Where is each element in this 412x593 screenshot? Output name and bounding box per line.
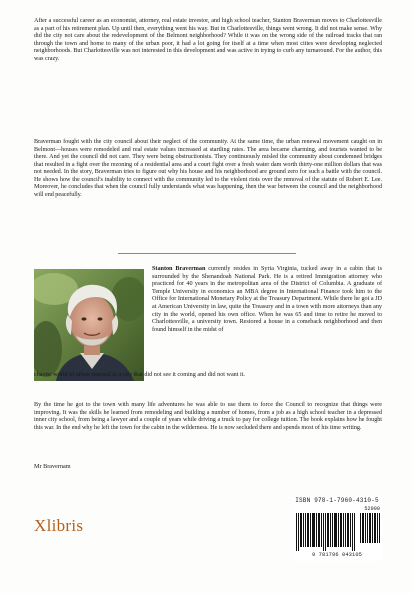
author-bio-text: currently resides in Syria Virginia, tucked away in a cabin that is surrounded by the Shenandoah National Park. He is a retired Immigration attorney who practiced for 40 years in the metropolitan area of the District of Columbia. A graduate of Temple University in economics an MBA degree in International Finance took him to the Office for International Monetary Policy at the Treasury Department. While there he got a JD at American University in law, quite the Treasury and in a town with more attorneys than any city in the world, opened his own office. When he was 65 and time to retire he moved to Charlottesville, a university town. Restored a house in a comeback neighborhood and then found himself in the midst of [152, 266, 382, 333]
barcode-graphic [296, 513, 356, 551]
price-code: 52999 [364, 506, 380, 512]
author-bio-continued: chaotic world of urban renewal in a city that did not see it coming and did not want it. [34, 372, 245, 378]
publisher-logo: Xlibris [34, 516, 84, 535]
price-barcode-graphic [360, 513, 380, 543]
author-name: Stanton Braverman [152, 266, 206, 272]
synopsis-paragraph-2: Braverman fought with the city council about their neglect of the community. At the same time, the urban renewal movement caught on in Belmont—houses were remodeled and real estate values increased at startling rates. The area became charming, and tourists wanted to be there. And yet the council did not care. They were being obstructionists. They continuously misled the community about condemned bridges that resulted in a fight over the rezoning of a residential area and a court fight over a fresh water dam worth thirty-one million dollars that was not needed. In the story, Braverman tries to figure out why his house and his neighborhood are ground zero for such a battle with the council. He shows how the council's inability to connect with the community led to the violent riots over the removal of the statute of Robert E. Lee. Moreover, he concludes that when the council fully understands what was happening, then the war between the council and the neighborhood will end peacefully. [34, 139, 382, 198]
closing-paragraph: By the time he got to the town with many life adventures he was able to use them to force the Council to recognize that things were improving. It was the skills he learned from remodeling and building a number of homes, from a job as a high school teacher in a depressed inner city school, from being a lawyer and a couple of years while driving a truck to pay for college tuition. The book explains how he fought this war. In the end why he left the town for the cabin in the wilderness. He is now secluded there and spends most of his time writing. [34, 402, 382, 431]
isbn-barcode [292, 497, 382, 561]
isbn-label: ISBN 978-1-7960-4310-5 [295, 497, 379, 504]
author-photo [34, 269, 144, 381]
barcode-digits: 9 781796 043105 [311, 552, 363, 558]
synopsis-paragraph-1: After a successful career as an economist, attorney, real estate investor, and high school teacher, Stanton Braverman moves to Charlottesville as a part of his retirement plan. Up until then, everything went his way. But in Charlottesville, things went wrong. It did not make sense. Why did the city not care about the redevelopment of the Belmont neighborhood? While it was on the wrong side of the railroad tracks that ran through the town and home to many of the urban poor, it had a lot going for itself at a time when most cities were developing neglected neighborhoods. But Charlottesville was not interested in this development and was active in trying to curb any turnaround. For the author, this was crazy. [34, 18, 382, 62]
author-bio [152, 266, 382, 334]
signoff: Mr Bravernam [34, 463, 71, 470]
section-divider [118, 253, 296, 254]
